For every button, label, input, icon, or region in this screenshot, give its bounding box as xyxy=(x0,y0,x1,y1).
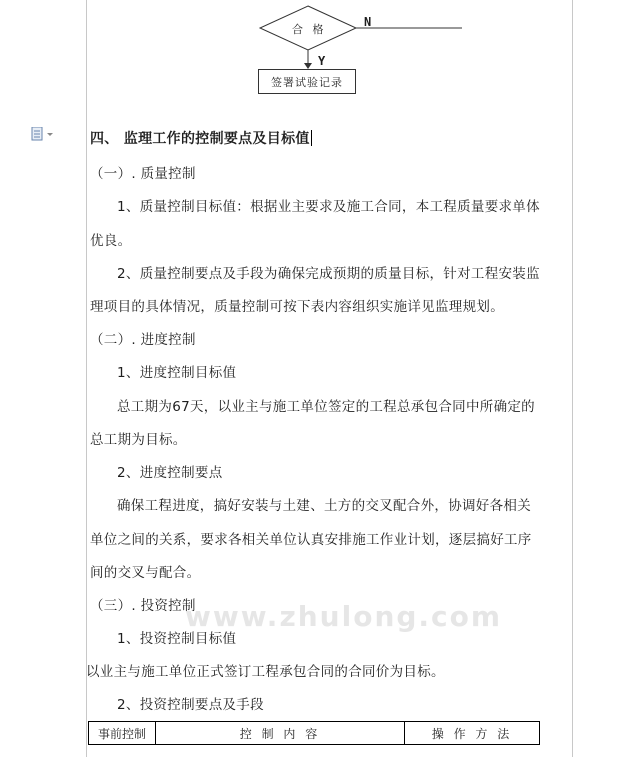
schedule-p2-line2: 单位之间的关系，要求各相关单位认真安排施工作业计划，逐层搞好工序 xyxy=(90,532,532,548)
watermark: www.zhulong.com xyxy=(185,600,503,633)
result-box: 签署试验记录 xyxy=(258,69,356,94)
decision-label: 合 格 xyxy=(292,23,327,36)
quality-p1-line1: 1、质量控制目标值：根据业主要求及施工合同，本工程质量要求单体 xyxy=(117,199,540,215)
quality-p2-line1: 2、质量控制要点及手段为确保完成预期的质量目标，针对工程安装监 xyxy=(117,266,540,282)
investment-p1: 以业主与施工单位正式签订工程承包合同的合同价为目标。 xyxy=(86,664,445,680)
schedule-title: （二）. 进度控制 xyxy=(90,332,196,348)
investment-title: （三）. 投资控制 xyxy=(90,598,196,614)
section-heading: 四、 监理工作的控制要点及目标值 xyxy=(90,131,310,147)
schedule-p1-line1: 总工期为67天，以业主与施工单位签定的工程总承包合同中所确定的 xyxy=(117,399,535,415)
yes-label: Y xyxy=(318,54,326,68)
schedule-s1: 1、进度控制目标值 xyxy=(117,365,237,381)
left-margin-guide xyxy=(86,0,87,757)
quality-p2-line2: 理项目的具体情况，质量控制可按下表内容组织实施详见监理规划。 xyxy=(90,299,504,315)
investment-s1: 1、投资控制目标值 xyxy=(117,631,237,647)
investment-s2: 2、投资控制要点及手段 xyxy=(117,697,264,713)
table-header-row xyxy=(89,722,540,745)
table-header-cell: 事前控制 xyxy=(89,722,156,745)
quality-p1-line2: 优良。 xyxy=(90,233,132,249)
schedule-s2: 2、进度控制要点 xyxy=(117,465,223,481)
right-margin-guide xyxy=(572,0,573,757)
no-label: N xyxy=(364,15,372,29)
control-table xyxy=(88,721,540,745)
schedule-p2-line3: 间的交叉与配合。 xyxy=(90,565,201,581)
quality-title: （一）. 质量控制 xyxy=(90,166,196,182)
schedule-p2-line1: 确保工程进度，搞好安装与土建、土方的交叉配合外，协调好各相关 xyxy=(117,498,531,514)
table-header-cell: 控 制 内 容 xyxy=(156,722,405,745)
document-icon[interactable] xyxy=(31,127,55,141)
text-cursor xyxy=(311,130,312,146)
schedule-p1-line2: 总工期为目标。 xyxy=(90,432,187,448)
table-header-cell: 操 作 方 法 xyxy=(405,722,540,745)
